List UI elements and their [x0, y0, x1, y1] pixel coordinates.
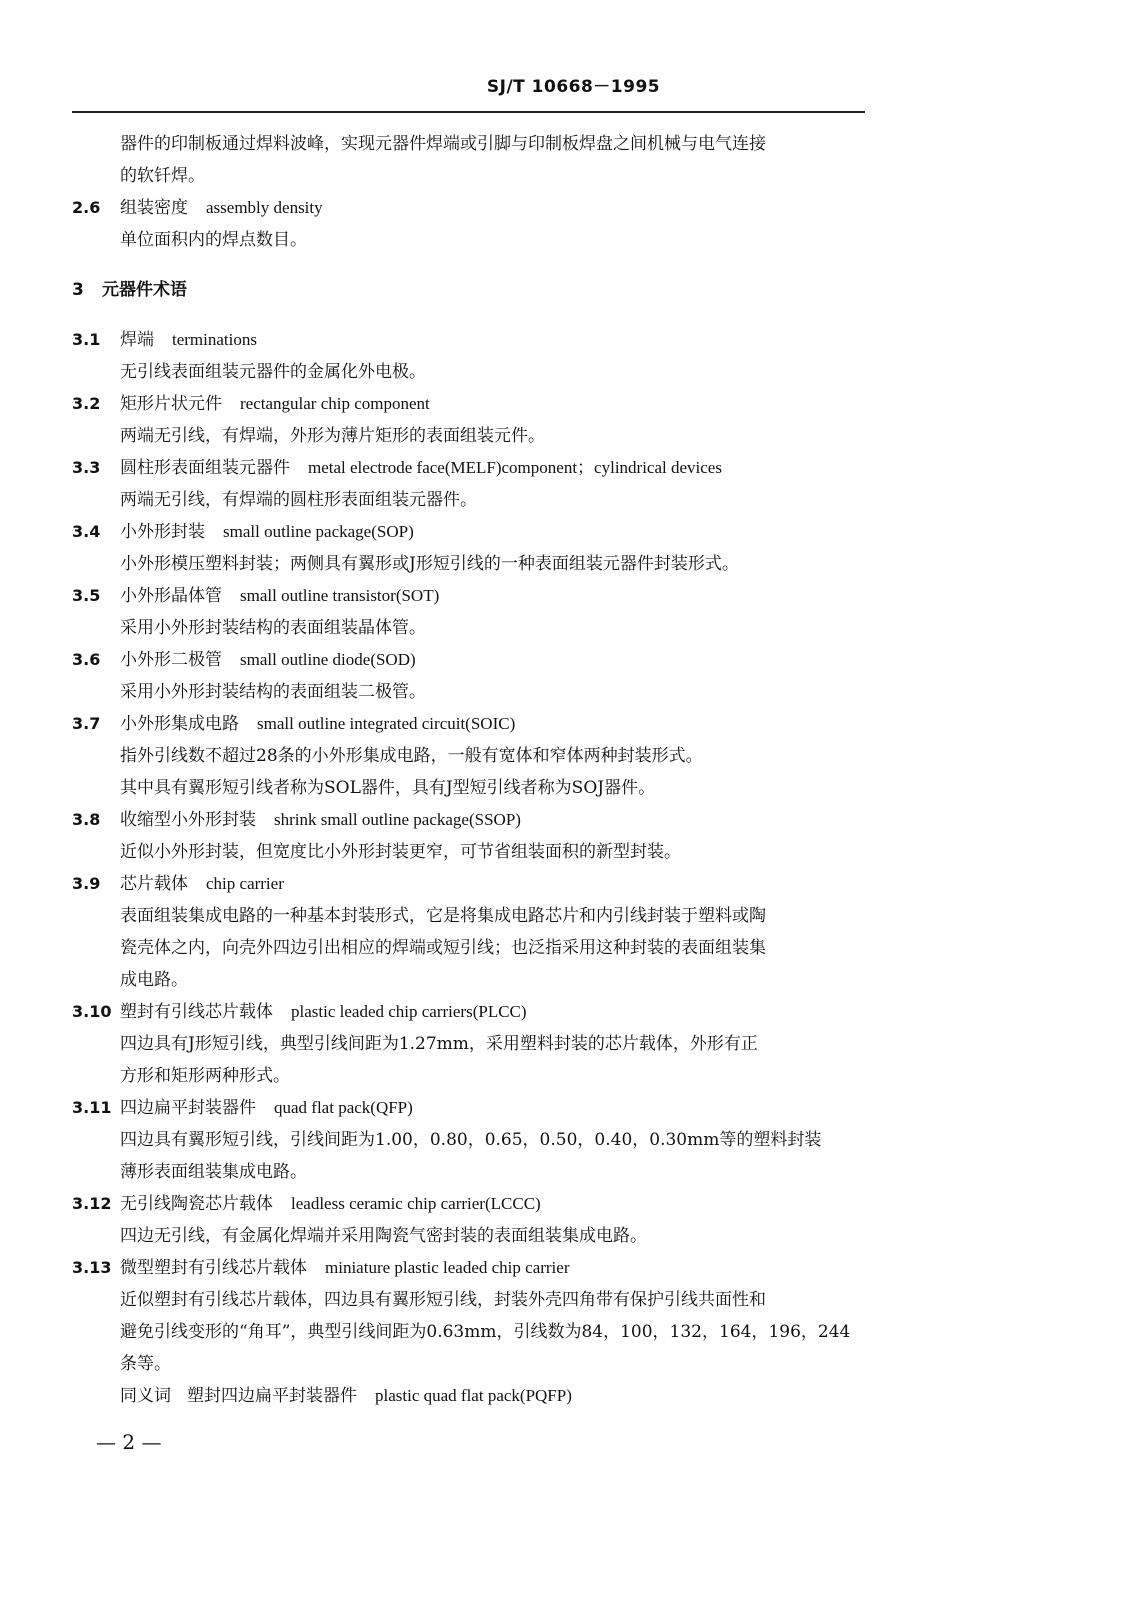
term-definition: 采用小外形封装结构的表面组装二极管。 — [120, 682, 426, 702]
term-number: 3.6 — [72, 650, 101, 669]
term-en: small outline diode(SOD) — [240, 650, 416, 669]
term-definition: 无引线表面组装元器件的金属化外电极。 — [120, 362, 426, 382]
term-en: shrink small outline package(SSOP) — [274, 810, 521, 829]
term-zh: 组装密度 — [120, 198, 188, 218]
term-zh: 小外形晶体管 — [120, 586, 222, 606]
term-zh: 矩形片状元件 — [120, 394, 222, 414]
term-zh: 收缩型小外形封装 — [120, 810, 256, 830]
section-number: 3 — [72, 280, 84, 300]
term-list-section-2 — [72, 192, 872, 256]
term-zh: 芯片载体 — [120, 874, 188, 894]
term-number: 3.7 — [72, 714, 101, 733]
term-en: small outline package(SOP) — [223, 522, 414, 541]
term-zh: 小外形二极管 — [120, 650, 222, 670]
term-number: 3.8 — [72, 810, 101, 829]
header-rule — [72, 111, 865, 113]
term-zh: 塑封有引线芯片载体 — [120, 1002, 273, 1022]
term-number: 3.10 — [72, 1002, 112, 1021]
term-zh: 四边扁平封装器件 — [120, 1098, 256, 1118]
synonym-term-en: plastic quad flat pack(PQFP) — [375, 1386, 572, 1405]
term-definition: 近似小外形封装，但宽度比小外形封装更窄，可节省组装面积的新型封装。 — [120, 842, 681, 862]
term-heading — [72, 804, 872, 836]
term-definition: 其中具有翼形短引线者称为SOL器件，具有J型短引线者称为SOJ器件。 — [120, 778, 656, 798]
term-heading — [72, 996, 872, 1028]
term-en: quad flat pack(QFP) — [274, 1098, 413, 1117]
term-zh: 无引线陶瓷芯片载体 — [120, 1194, 273, 1214]
term-definition: 四边无引线，有金属化焊端并采用陶瓷气密封装的表面组装集成电路。 — [120, 1226, 647, 1246]
term-definition: 四边具有J形短引线，典型引线间距为1.27mm，采用塑料封装的芯片载体，外形有正 — [120, 1034, 758, 1054]
term-definition: 小外形模压塑料封装；两侧具有翼形或J形短引线的一种表面组装元器件封装形式。 — [120, 554, 739, 574]
term-definition: 两端无引线，有焊端，外形为薄片矩形的表面组装元件。 — [120, 426, 545, 446]
term-definition: 薄形表面组装集成电路。 — [120, 1162, 307, 1182]
term-number: 3.5 — [72, 586, 101, 605]
term-heading — [72, 708, 872, 740]
page-number: — 2 — — [96, 1430, 162, 1454]
section-title: 元器件术语 — [102, 280, 187, 300]
term-heading — [72, 1188, 872, 1220]
term-number: 3.3 — [72, 458, 101, 477]
term-heading — [72, 1252, 872, 1284]
term-definition: 四边具有翼形短引线，引线间距为1.00，0.80，0.65，0.50，0.40，0.30mm等的塑料封装 — [120, 1130, 822, 1150]
term-heading — [72, 192, 872, 224]
term-zh: 小外形封装 — [120, 522, 205, 542]
term-en: chip carrier — [206, 874, 284, 893]
term-heading — [72, 388, 872, 420]
term-en: metal electrode face(MELF)component；cylindrical devices — [308, 458, 722, 477]
term-zh: 圆柱形表面组装元器件 — [120, 458, 290, 478]
term-definition: 条等。 — [120, 1354, 171, 1374]
term-definition: 瓷壳体之内，向壳外四边引出相应的焊端或短引线；也泛指采用这种封装的表面组装集 — [120, 938, 766, 958]
term-definition: 成电路。 — [120, 970, 188, 990]
intro-line-2: 的软钎焊。 — [120, 166, 205, 186]
term-heading — [72, 868, 872, 900]
synonym-label: 同义词 — [120, 1386, 171, 1406]
term-number: 3.12 — [72, 1194, 112, 1213]
term-definition: 近似塑封有引线芯片载体，四边具有翼形短引线，封装外壳四角带有保护引线共面性和 — [120, 1290, 766, 1310]
term-en: terminations — [172, 330, 257, 349]
term-heading — [72, 580, 872, 612]
document-header: SJ/T 10668－1995 — [486, 77, 661, 97]
term-number: 3.13 — [72, 1258, 112, 1277]
term-definition: 采用小外形封装结构的表面组装晶体管。 — [120, 618, 426, 638]
section-heading — [72, 274, 872, 306]
term-zh: 小外形集成电路 — [120, 714, 239, 734]
term-heading — [72, 516, 872, 548]
term-definition: 指外引线数不超过28条的小外形集成电路，一般有宽体和窄体两种封装形式。 — [120, 746, 703, 766]
term-heading — [72, 324, 872, 356]
synonym-term-zh: 塑封四边扁平封装器件 — [187, 1386, 357, 1406]
term-number: 3.2 — [72, 394, 101, 413]
term-definition: 避免引线变形的“角耳”，典型引线间距为0.63mm，引线数为84，100，132，164，196，244 — [120, 1322, 851, 1342]
term-en: miniature plastic leaded chip carrier — [325, 1258, 570, 1277]
term-definition: 单位面积内的焊点数目。 — [120, 230, 307, 250]
synonym-line — [72, 1380, 872, 1412]
term-en: rectangular chip component — [240, 394, 430, 413]
term-en: leadless ceramic chip carrier(LCCC) — [291, 1194, 541, 1213]
term-en: assembly density — [206, 198, 323, 217]
term-definition: 两端无引线，有焊端的圆柱形表面组装元器件。 — [120, 490, 477, 510]
intro-line-1: 器件的印制板通过焊料波峰，实现元器件焊端或引脚与印制板焊盘之间机械与电气连接 — [120, 134, 766, 154]
term-heading — [72, 644, 872, 676]
term-heading — [72, 452, 872, 484]
term-number: 3.11 — [72, 1098, 112, 1117]
document-body — [72, 128, 872, 1412]
term-en: small outline integrated circuit(SOIC) — [257, 714, 516, 733]
term-number: 3.1 — [72, 330, 101, 349]
term-en: small outline transistor(SOT) — [240, 586, 440, 605]
term-heading — [72, 1092, 872, 1124]
term-definition: 方形和矩形两种形式。 — [120, 1066, 290, 1086]
term-definition: 表面组装集成电路的一种基本封装形式，它是将集成电路芯片和内引线封装于塑料或陶 — [120, 906, 766, 926]
term-zh: 焊端 — [120, 330, 154, 350]
term-en: plastic leaded chip carriers(PLCC) — [291, 1002, 527, 1021]
term-number: 3.4 — [72, 522, 101, 541]
term-list-section-3 — [72, 324, 872, 1380]
term-zh: 微型塑封有引线芯片载体 — [120, 1258, 307, 1278]
term-number: 2.6 — [72, 198, 101, 217]
term-number: 3.9 — [72, 874, 101, 893]
